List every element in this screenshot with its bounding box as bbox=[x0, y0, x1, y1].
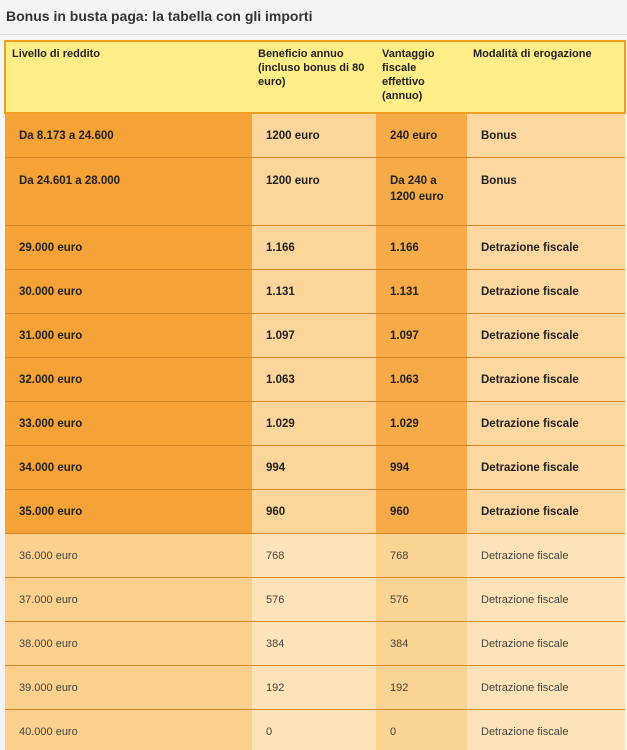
table-row bbox=[5, 402, 625, 446]
cell-modalita: Detrazione fiscale bbox=[467, 622, 625, 666]
table-row bbox=[5, 158, 625, 226]
cell-modalita: Detrazione fiscale bbox=[467, 226, 625, 270]
cell-reddito: 35.000 euro bbox=[5, 490, 252, 534]
table-row bbox=[5, 622, 625, 666]
table-row bbox=[5, 490, 625, 534]
table-row bbox=[5, 270, 625, 314]
table-row bbox=[5, 666, 625, 710]
cell-reddito: Da 24.601 a 28.000 bbox=[5, 158, 252, 226]
table-row bbox=[5, 314, 625, 358]
cell-beneficio: 960 bbox=[252, 490, 376, 534]
cell-beneficio: 1.029 bbox=[252, 402, 376, 446]
bonus-table bbox=[4, 40, 626, 750]
cell-beneficio: 384 bbox=[252, 622, 376, 666]
cell-modalita: Detrazione fiscale bbox=[467, 534, 625, 578]
table-row bbox=[5, 534, 625, 578]
cell-vantaggio: 240 euro bbox=[376, 113, 467, 158]
cell-vantaggio: 576 bbox=[376, 578, 467, 622]
page-title: Bonus in busta paga: la tabella con gli importi bbox=[6, 8, 313, 24]
cell-reddito: 29.000 euro bbox=[5, 226, 252, 270]
cell-modalita: Detrazione fiscale bbox=[467, 446, 625, 490]
cell-vantaggio: 768 bbox=[376, 534, 467, 578]
title-divider bbox=[0, 34, 627, 35]
table-row bbox=[5, 358, 625, 402]
cell-vantaggio: 0 bbox=[376, 710, 467, 750]
cell-modalita: Bonus bbox=[467, 113, 625, 158]
cell-vantaggio: 960 bbox=[376, 490, 467, 534]
table-header-row bbox=[5, 41, 625, 113]
cell-modalita: Detrazione fiscale bbox=[467, 490, 625, 534]
cell-reddito: 31.000 euro bbox=[5, 314, 252, 358]
cell-reddito: 30.000 euro bbox=[5, 270, 252, 314]
cell-beneficio: 994 bbox=[252, 446, 376, 490]
cell-modalita: Detrazione fiscale bbox=[467, 710, 625, 750]
table-row bbox=[5, 578, 625, 622]
cell-beneficio: 1200 euro bbox=[252, 113, 376, 158]
cell-vantaggio: 192 bbox=[376, 666, 467, 710]
cell-vantaggio: 1.097 bbox=[376, 314, 467, 358]
cell-vantaggio: Da 240 a 1200 euro bbox=[376, 158, 467, 226]
cell-beneficio: 1.131 bbox=[252, 270, 376, 314]
table-row bbox=[5, 446, 625, 490]
cell-reddito: 36.000 euro bbox=[5, 534, 252, 578]
cell-modalita: Bonus bbox=[467, 158, 625, 226]
cell-modalita: Detrazione fiscale bbox=[467, 270, 625, 314]
cell-reddito: 39.000 euro bbox=[5, 666, 252, 710]
table-row bbox=[5, 710, 625, 750]
header-beneficio-annuo: Beneficio annuo (incluso bonus di 80 euro) bbox=[252, 41, 376, 113]
cell-reddito: 32.000 euro bbox=[5, 358, 252, 402]
cell-reddito: 37.000 euro bbox=[5, 578, 252, 622]
cell-vantaggio: 994 bbox=[376, 446, 467, 490]
cell-modalita: Detrazione fiscale bbox=[467, 666, 625, 710]
cell-reddito: 34.000 euro bbox=[5, 446, 252, 490]
cell-modalita: Detrazione fiscale bbox=[467, 402, 625, 446]
header-vantaggio-fiscale: Vantaggio fiscale effettivo (annuo) bbox=[376, 41, 467, 113]
cell-modalita: Detrazione fiscale bbox=[467, 358, 625, 402]
cell-modalita: Detrazione fiscale bbox=[467, 314, 625, 358]
cell-beneficio: 1.063 bbox=[252, 358, 376, 402]
cell-vantaggio: 1.063 bbox=[376, 358, 467, 402]
cell-beneficio: 0 bbox=[252, 710, 376, 750]
cell-vantaggio: 1.166 bbox=[376, 226, 467, 270]
table-row bbox=[5, 226, 625, 270]
cell-beneficio: 1200 euro bbox=[252, 158, 376, 226]
cell-reddito: 33.000 euro bbox=[5, 402, 252, 446]
table-row bbox=[5, 113, 625, 158]
cell-beneficio: 1.166 bbox=[252, 226, 376, 270]
cell-beneficio: 768 bbox=[252, 534, 376, 578]
header-modalita-erogazione: Modalità di erogazione bbox=[467, 41, 625, 113]
cell-beneficio: 576 bbox=[252, 578, 376, 622]
cell-reddito: Da 8.173 a 24.600 bbox=[5, 113, 252, 158]
cell-beneficio: 1.097 bbox=[252, 314, 376, 358]
cell-modalita: Detrazione fiscale bbox=[467, 578, 625, 622]
cell-beneficio: 192 bbox=[252, 666, 376, 710]
cell-vantaggio: 1.131 bbox=[376, 270, 467, 314]
cell-reddito: 38.000 euro bbox=[5, 622, 252, 666]
cell-vantaggio: 1.029 bbox=[376, 402, 467, 446]
cell-vantaggio: 384 bbox=[376, 622, 467, 666]
header-livello-reddito: Livello di reddito bbox=[5, 41, 252, 113]
cell-reddito: 40.000 euro bbox=[5, 710, 252, 750]
